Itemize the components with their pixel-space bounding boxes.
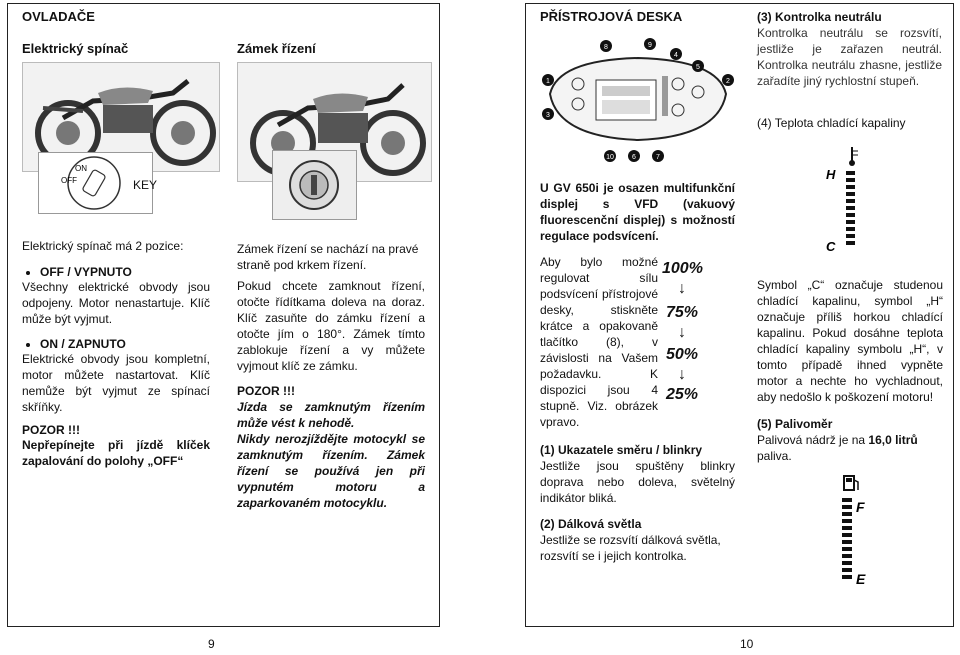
down-arrow-icon: ↓	[678, 366, 686, 383]
left-page-header: OVLADAČE	[22, 9, 95, 24]
neutral-title: (3) Kontrolka neutrálu	[757, 10, 882, 24]
steering-lock-detail	[272, 150, 357, 220]
on-title: • ON / ZAPNUTO	[40, 336, 230, 352]
dashboard-diagram	[538, 32, 738, 162]
switch-intro: Elektrický spínač má 2 pozice:	[22, 239, 184, 253]
callout-8: 8	[604, 44, 608, 51]
vfd-description: U GV 650i je osazen multifunkční displej s VFD (vakuový fluorescenční displej) s možností regulace podsvícení.	[540, 181, 735, 243]
on-bullet	[22, 336, 230, 352]
callout-1: 1	[546, 78, 550, 85]
high-beam-title: (2) Dálková světla	[540, 517, 642, 531]
fuel-title: (5) Palivoměr	[757, 417, 833, 431]
warning1-title: POZOR !!!	[22, 423, 80, 437]
fuel-gauge	[830, 470, 880, 590]
lock-column-title: Zámek řízení	[237, 41, 316, 56]
temp-hot-label: H	[826, 167, 836, 182]
warning2-line2: Nikdy nerozjíždějte motocykl se zamknutým řízením. Zámek řízení se používá jen při vypnutém motoru a zaparkovaném motocyklu.	[237, 432, 425, 510]
off-description: Všechny elektrické obvody jsou odpojeny. Motor nenastartuje. Klíč může být vyjmut.	[22, 280, 210, 326]
high-beam-text: Jestliže se rozsvítí dálková světla, rozsvítí se i jejich kontrolka.	[540, 533, 721, 563]
callout-2: 2	[726, 78, 730, 85]
callout-5: 5	[696, 64, 700, 71]
temperature-explanation: Symbol „C“ označuje studenou chladící kapalinu, symbol „H“ označuje příliš horkou chladící kapalinu. Pokud dosáhne teplota chladící kapaliny symbolu „H“, v tomto případě ihned vypněte motor a nechte ho vychladnout, aby nedošlo k poškození motoru!	[757, 278, 943, 404]
temperature-gauge	[820, 145, 875, 257]
key-off-label: OFF	[61, 176, 77, 185]
neutral-text: Kontrolka neutrálu se rozsvítí, jestliže je zařazen neutrál. Kontrolka neutrálu zhasne, jestliže zařadíte jiný rychlostní stupeň.	[757, 26, 942, 88]
fuel-pump-icon	[844, 476, 858, 490]
key-on-label: ON	[75, 164, 87, 173]
coolant-title: (4) Teplota chladící kapaliny	[757, 116, 906, 130]
callout-3: 3	[546, 112, 550, 119]
brightness-100: 100%	[662, 260, 703, 277]
right-page-number: 10	[740, 637, 754, 651]
lock-instructions: Pokud chcete zamknout řízení, otočte řídítkama doleva na doraz. Klíč zasuňte do zámku řízení a otočte jím o 180°. Zámek tímto zablokuje řízení a vy můžete vyjmout klíč ze zámku.	[237, 279, 425, 373]
temp-cold-label: C	[826, 239, 836, 254]
warning2-title: POZOR !!!	[237, 384, 295, 398]
off-title: • OFF / VYPNUTO	[40, 264, 230, 280]
callout-4: 4	[674, 52, 678, 59]
turn-signal-title: (1) Ukazatele směru / blinkry	[540, 443, 703, 457]
right-page-header: PŘÍSTROJOVÁ DESKA	[540, 9, 683, 24]
off-bullet	[22, 264, 230, 280]
down-arrow-icon: ↓	[678, 324, 686, 341]
brightness-levels	[660, 258, 735, 408]
brightness-75: 75%	[666, 304, 699, 321]
fuel-text: Palivová nádrž je na 16,0 litrů paliva.	[757, 433, 918, 463]
warning1-text: Nepřepínejte při jízdě klíček zapalování do polohy „OFF“	[22, 438, 210, 468]
warning2-line1: Jízda se zamknutým řízením může vést k nehodě.	[237, 400, 425, 430]
fuel-capacity: 16,0 litrů	[868, 433, 918, 447]
lock-location-text: Zámek řízení se nachází na pravé straně pod krkem řízení.	[237, 242, 419, 272]
turn-signal-text: Jestliže jsou spuštěny blinkry doprava nebo doleva, světelný indikátor bliká.	[540, 459, 735, 505]
brightness-25: 25%	[666, 386, 699, 403]
key-label: KEY	[133, 178, 158, 192]
left-page-number: 9	[208, 637, 215, 651]
brightness-instructions: Aby bylo možné regulovat sílu podsvícení přístrojové desky, stiskněte krátce a opakovaně tlačítko (8), v závislosti na Vašem požadavku. K dispozici jsou 4 stupně. Viz. obrázek vpravo.	[540, 255, 658, 429]
callout-10: 10	[606, 154, 614, 161]
callout-6: 6	[632, 154, 636, 161]
coolant-temp-icon	[849, 147, 858, 166]
fuel-text-prefix: Palivová nádrž je na	[757, 433, 869, 447]
brightness-50: 50%	[666, 346, 699, 363]
on-description: Elektrické obvody jsou kompletní, motor můžete nastartovat. Klíč nemůže být vyjmut ze spínací skříňky.	[22, 352, 210, 414]
fuel-full-label: F	[856, 499, 865, 515]
callout-7: 7	[656, 154, 660, 161]
switch-column-title: Elektrický spínač	[22, 41, 129, 56]
down-arrow-icon: ↓	[678, 280, 686, 297]
fuel-empty-label: E	[856, 571, 866, 587]
callout-9: 9	[648, 42, 652, 49]
